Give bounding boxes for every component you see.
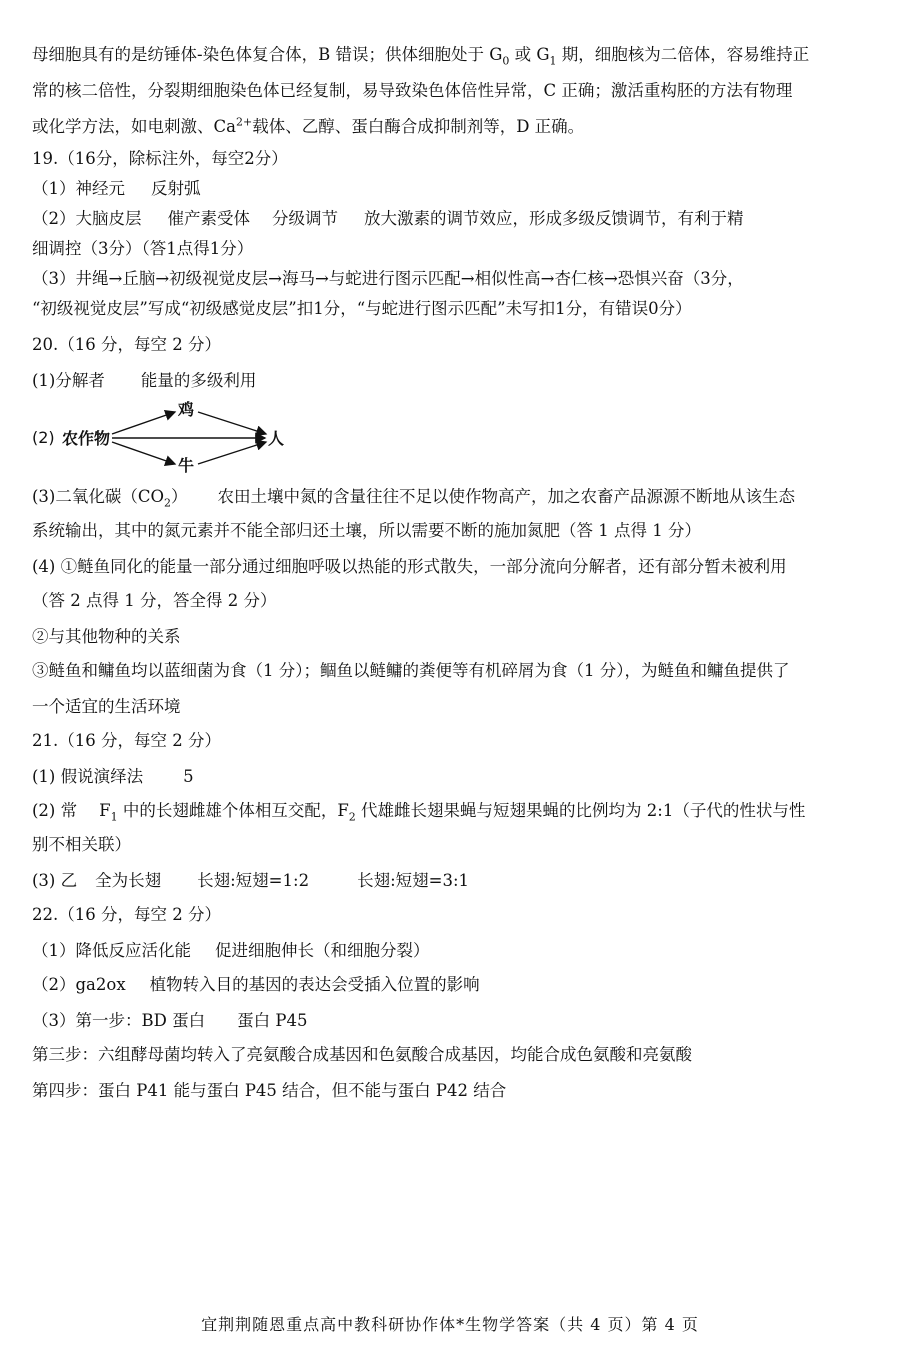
answer-line: (1)分解者 能量的多级利用 [32,371,257,390]
question-22-heading: 22.（16 分，每空 2 分） [32,905,221,924]
answer-line: (2) 常 $F_1$ 中的长翅雌雄个体相互交配，$F_2$ 代雄雌长翅果蝇与短翅果蝇的比例均为 2:1（子代的性状与性 [32,801,806,824]
answer-line: （1）降低反应活化能 促进细胞伸长（和细胞分裂） [32,941,430,960]
answer-line: （3）第一步：BD 蛋白 蛋白 P45 [32,1011,308,1030]
label-2: (2) [32,428,55,447]
answer-line: “初级视觉皮层”写成“初级感觉皮层”扣1分，“与蛇进行图示匹配”未写扣1分，有错误0分） [32,299,692,318]
arrow-cattle-human [198,442,266,464]
answer-line: 系统输出，其中的氮元素并不能全部归还土壤，所以需要不断的施加氮肥（答 1 点得 1 分） [32,521,701,540]
text-line: 或化学方法，如电刺激、$Ca^{2+}$载体、乙醇、蛋白酶合成抑制剂等，D 正确。 [32,115,585,136]
answer-line: (1) 假说演绎法 5 [32,767,194,786]
answer-line: 第四步：蛋白 P41 能与蛋白 P45 结合，但不能与蛋白 P42 结合 [32,1081,507,1100]
answer-line: （1）神经元 反射弧 [32,179,201,198]
answer-line: （2）ga2ox 植物转入目的基因的表达会受插入位置的影响 [32,975,480,994]
answer-line: (4) ①鲢鱼同化的能量一部分通过细胞呼吸以热能的形式散失，一部分流向分解者，还有部分暂未被利用 [32,557,787,576]
page-footer: 宜荆荆随恩重点高中教科研协作体*生物学答案（共 4 页）第 4 页 [201,1315,699,1334]
text-line: 母细胞具有的是纺锤体-染色体复合体，B 错误；供体细胞处于 $G_0$ 或 $G_1$ 期，细胞核为二倍体，容易维持正 [32,45,810,68]
answer-line: （2）大脑皮层 催产素受体 分级调节 放大激素的调节效应，形成多级反馈调节，有利于精 [32,209,744,228]
answer-line: (3) 乙 全为长翅 长翅:短翅=1:2 长翅:短翅=3:1 [32,871,470,890]
text-line: 常的核二倍性，分裂期细胞染色体已经复制，易导致染色体倍性异常，C 正确；激活重构胚的方法有物理 [32,81,793,100]
node-human: 人 [268,429,285,448]
answer-line: （3）井绳→丘脑→初级视觉皮层→海马→与蛇进行图示匹配→相似性高→杏仁核→恐惧兴奋（3分， [32,269,744,288]
node-chicken: 鸡 [178,400,195,419]
node-cattle: 牛 [178,456,195,475]
food-web-diagram [30,396,300,476]
answer-line: ③鲢鱼和鳙鱼均以蓝细菌为食（1 分）；鲴鱼以鲢鳙的粪便等有机碎屑为食（1 分），为鲢鱼和鳙鱼提供了 [32,661,790,680]
answer-line: 一个适宜的生活环境 [32,697,181,716]
node-crops: 农作物 [62,429,111,448]
answer-line: 细调控（3分）（答1点得1分） [32,239,254,258]
answer-line: (3)二氧化碳$(CO_2)$ 农田土壤中氮的含量往往不足以使作物高产，加之农畜产品源源不断地从该生态 [32,487,796,510]
arrow-crops-cattle [112,442,175,464]
answer-line: 第三步：六组酵母菌均转入了亮氨酸合成基因和色氨酸合成基因，均能合成色氨酸和亮氨酸 [32,1045,692,1064]
answer-line: ②与其他物种的关系 [32,627,181,646]
arrow-chicken-human [198,412,266,434]
question-19-heading: 19.（16分，除标注外，每空2分） [32,149,288,168]
answer-line: 别不相关联） [32,835,131,854]
question-20-heading: 20.（16 分，每空 2 分） [32,335,221,354]
question-21-heading: 21.（16 分，每空 2 分） [32,731,221,750]
answer-line: （答 2 点得 1 分，答全得 2 分） [32,591,277,610]
arrow-crops-chicken [112,412,175,434]
